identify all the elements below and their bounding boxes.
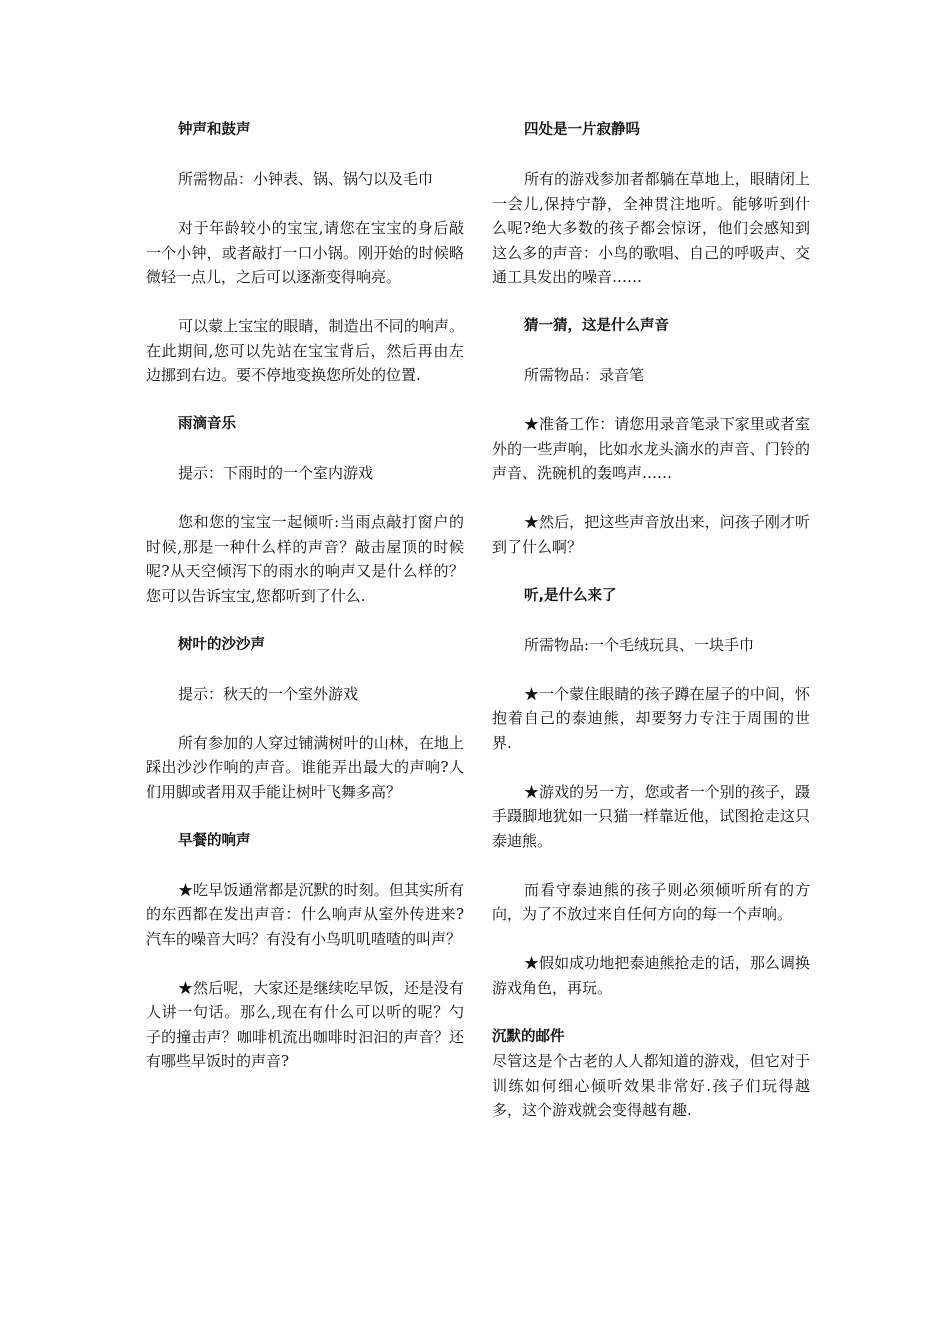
paragraph: 您和您的宝宝一起倾听:当雨点敲打窗户的时候,那是一种什么样的声音？敲击屋顶的时候呢?从天空倾泻下的雨水的响声又是什么样的？您可以告诉宝宝,您都听到了什么. bbox=[146, 513, 464, 605]
section-heading: 沉默的邮件 bbox=[492, 1028, 565, 1045]
paragraph: ★然后，把这些声音放出来，问孩子刚才听到了什么啊？ bbox=[492, 513, 810, 556]
paragraph: 所需物品：小钟表、锅、锅勺以及毛巾 bbox=[178, 170, 434, 188]
paragraph: 所有的游戏参加者都躺在草地上，眼睛闭上一会儿,保持宁静，全神贯注地听。能够听到什么呢?绝大多数的孩子都会惊讶，他们会感知到这么多的声音：小鸟的歌唱、自己的呼吸声、交通工具发出的噪音…… bbox=[492, 170, 810, 286]
section-heading: 听,是什么来了 bbox=[524, 587, 617, 604]
paragraph: ★一个蒙住眼睛的孩子蹲在屋子的中间，怀抱着自己的泰迪熊，却要努力专注于周围的世界. bbox=[492, 684, 810, 752]
section-heading: 四处是一片寂静吗 bbox=[524, 122, 640, 138]
paragraph: 所需物品：录音笔 bbox=[524, 366, 645, 384]
paragraph: ★准备工作：请您用录音笔录下家里或者室外的一些声响，比如水龙头滴水的声音、门铃的声音、洗碗机的轰鸣声…… bbox=[492, 415, 810, 482]
paragraph: ★假如成功地把泰迪熊抢走的话，那么调换游戏角色，再玩。 bbox=[492, 954, 810, 997]
paragraph: 所需物品:一个毛绒玩具、一块手巾 bbox=[524, 635, 755, 654]
section-heading: 树叶的沙沙声 bbox=[178, 636, 265, 653]
paragraph: 可以蒙上宝宝的眼睛，制造出不同的响声。在此期间,您可以先站在宝宝背后，然后再由左边挪到右边。要不停地变换您所处的位置. bbox=[146, 317, 464, 384]
paragraph: 提示：下雨时的一个室内游戏 bbox=[178, 464, 374, 482]
section-heading: 早餐的响声 bbox=[178, 832, 251, 849]
right-column bbox=[492, 118, 810, 1147]
paragraph: 尽管这是个古老的人人都知道的游戏，但它对于训练如何细心倾听效果非常好.孩子们玩得越多，这个游戏就会变得越有趣. bbox=[492, 1052, 810, 1119]
paragraph: ★游戏的另一方，您或者一个别的孩子，蹑手蹑脚地犹如一只猫一样靠近他，试图抢走这只泰迪熊。 bbox=[492, 782, 810, 850]
paragraph: 提示：秋天的一个室外游戏 bbox=[178, 684, 359, 703]
paragraph: 对于年龄较小的宝宝,请您在宝宝的身后敲一个小钟，或者敲打一口小锅。刚开始的时候略微轻一点儿，之后可以逐渐变得响亮。 bbox=[146, 219, 464, 286]
section-heading: 雨滴音乐 bbox=[178, 416, 236, 432]
left-column bbox=[146, 118, 464, 1098]
paragraph: ★然后呢，大家还是继续吃早饭，还是没有人讲一句话。那么,现在有什么可以听的呢？勺子的撞击声？咖啡机流出咖啡时汩汩的声音？还有哪些早饭时的声音? bbox=[146, 978, 464, 1070]
section-heading: 猜一猜，这是什么声音 bbox=[524, 318, 669, 334]
paragraph: ★吃早饭通常都是沉默的时刻。但其实所有的东西都在发出声音：什么响声从室外传进来?汽车的噪音大吗？有没有小鸟叽叽喳喳的叫声？ bbox=[146, 880, 464, 948]
paragraph: 而看守泰迪熊的孩子则必须倾听所有的方向，为了不放过来自任何方向的每一个声响。 bbox=[492, 880, 810, 923]
paragraph: 所有参加的人穿过铺满树叶的山林，在地上踩出沙沙作响的声音。谁能弄出最大的声响?人们用脚或者用双手能让树叶飞舞多高？ bbox=[146, 733, 464, 801]
section-heading: 钟声和鼓声 bbox=[178, 122, 251, 138]
